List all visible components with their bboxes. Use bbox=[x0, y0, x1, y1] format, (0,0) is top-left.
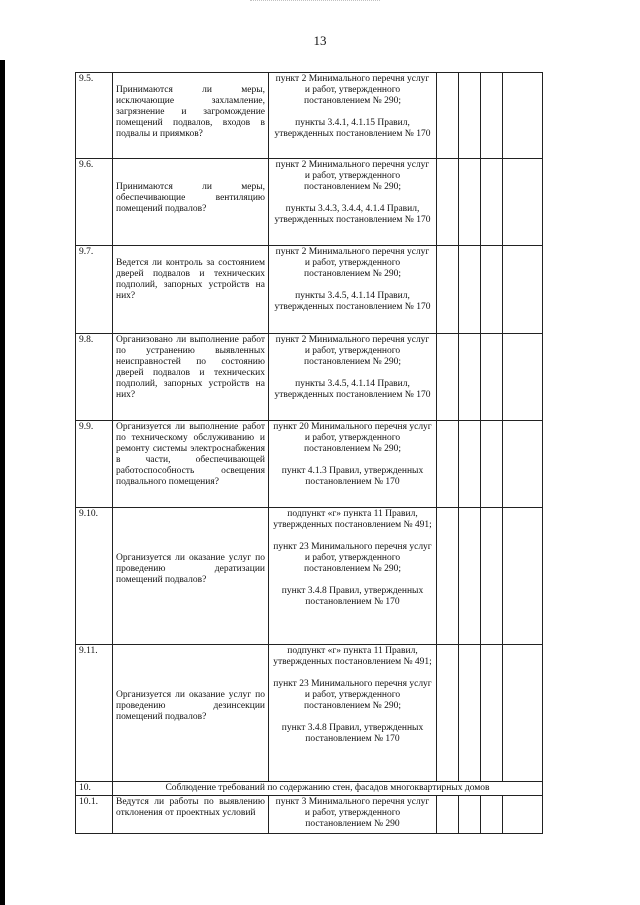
row-number: 9.6. bbox=[76, 159, 113, 246]
answer-cell-yes bbox=[437, 796, 459, 834]
table-row bbox=[76, 421, 543, 508]
answer-cell-no bbox=[459, 159, 481, 246]
row-number: 9.8. bbox=[76, 334, 113, 421]
table-row bbox=[76, 508, 543, 645]
reference-text: пункт 20 Минимального перечня услуг и работ, утвержденного постановлением № 290; bbox=[273, 422, 432, 454]
question-text: Организовано ли выполнение работ по устранению выявленных неисправностей по состоянию дверей подвалов и технических подполий, запорных устройств на них? bbox=[116, 335, 265, 400]
answer-cell-no bbox=[459, 421, 481, 508]
question-text: Ведется ли контроль за состоянием дверей подвалов и технических подполий, запорных устройств на них? bbox=[116, 258, 265, 301]
reference-text: пункты 3.4.3, 3.4.4, 4.1.4 Правил, утвержденных постановлением № 170 bbox=[274, 204, 431, 225]
table-row bbox=[76, 334, 543, 421]
note-cell bbox=[503, 159, 543, 246]
reference-text: пункт 2 Минимального перечня услуг и работ, утвержденного постановлением № 290; bbox=[275, 335, 430, 367]
reference-text: пункты 3.4.5, 4.1.14 Правил, утвержденных постановлением № 170 bbox=[274, 379, 431, 400]
answer-cell-yes bbox=[437, 421, 459, 508]
table-row bbox=[76, 645, 543, 782]
reference-text: пункт 2 Минимального перечня услуг и работ, утвержденного постановлением № 290; bbox=[275, 160, 430, 192]
note-cell bbox=[503, 421, 543, 508]
reference-text: пункт 3.4.8 Правил, утвержденных постановлением № 170 bbox=[281, 723, 424, 744]
reference-text: пункт 2 Минимального перечня услуг и работ, утвержденного постановлением № 290; bbox=[275, 74, 430, 106]
reference-text: пункт 3.4.8 Правил, утвержденных постановлением № 170 bbox=[281, 586, 424, 607]
table-row bbox=[76, 246, 543, 334]
note-cell bbox=[503, 796, 543, 834]
row-number: 9.7. bbox=[76, 246, 113, 334]
checklist-table bbox=[75, 72, 543, 834]
note-cell bbox=[503, 508, 543, 645]
note-cell bbox=[503, 334, 543, 421]
question-text: Принимаются ли меры, обеспечивающие вентиляцию помещений подвалов? bbox=[116, 182, 265, 214]
table-row bbox=[76, 159, 543, 246]
reference-text: подпункт «г» пункта 11 Правил, утвержденных постановлением № 491; bbox=[273, 509, 432, 530]
scan-smudge bbox=[250, 0, 380, 9]
answer-cell-no bbox=[459, 645, 481, 782]
question-text: Организуется ли оказание услуг по проведению дезинсекции помещений подвалов? bbox=[116, 690, 265, 722]
question-text: Организуется ли выполнение работ по техническому обслуживанию и ремонту системы электроснабжения в части, обеспечивающей работоспособность освещения подвального помещения? bbox=[116, 422, 265, 487]
page-number: 13 bbox=[313, 33, 327, 48]
row-number: 9.11. bbox=[76, 645, 113, 782]
question-text: Ведутся ли работы по выявлению отклонения от проектных условий bbox=[116, 797, 265, 818]
reference-text: пункт 23 Минимального перечня услуг и работ, утвержденного постановлением № 290; bbox=[273, 679, 432, 711]
answer-cell-no bbox=[459, 508, 481, 645]
row-number: 10.1. bbox=[76, 796, 113, 834]
section-row bbox=[76, 782, 543, 796]
answer-cell-yes bbox=[437, 246, 459, 334]
answer-cell-na bbox=[481, 246, 503, 334]
answer-cell-na bbox=[481, 796, 503, 834]
table-row bbox=[76, 796, 543, 834]
reference-text: подпункт «г» пункта 11 Правил, утвержденных постановлением № 491; bbox=[273, 646, 432, 667]
answer-cell-yes bbox=[437, 334, 459, 421]
answer-cell-na bbox=[481, 73, 503, 159]
answer-cell-no bbox=[459, 334, 481, 421]
answer-cell-no bbox=[459, 796, 481, 834]
scan-left-edge bbox=[0, 60, 5, 905]
reference-text: пункт 3 Минимального перечня услуг и работ, утвержденного постановлением № 290 bbox=[275, 797, 430, 829]
reference-text: пункт 23 Минимального перечня услуг и работ, утвержденного постановлением № 290; bbox=[273, 542, 432, 574]
answer-cell-yes bbox=[437, 73, 459, 159]
answer-cell-yes bbox=[437, 159, 459, 246]
reference-text: пункт 2 Минимального перечня услуг и работ, утвержденного постановлением № 290; bbox=[275, 247, 430, 279]
reference-text: пункты 3.4.5, 4.1.14 Правил, утвержденных постановлением № 170 bbox=[274, 291, 431, 312]
note-cell bbox=[503, 73, 543, 159]
section-number: 10. bbox=[76, 782, 113, 796]
row-number: 9.9. bbox=[76, 421, 113, 508]
row-number: 9.10. bbox=[76, 508, 113, 645]
note-cell bbox=[503, 645, 543, 782]
answer-cell-yes bbox=[437, 645, 459, 782]
question-text: Организуется ли оказание услуг по проведению дератизации помещений подвалов? bbox=[116, 553, 265, 585]
row-number: 9.5. bbox=[76, 73, 113, 159]
answer-cell-no bbox=[459, 246, 481, 334]
answer-cell-na bbox=[481, 421, 503, 508]
note-cell bbox=[503, 246, 543, 334]
answer-cell-no bbox=[459, 73, 481, 159]
reference-text: пункты 3.4.1, 4.1.15 Правил, утвержденных постановлением № 170 bbox=[274, 118, 431, 139]
answer-cell-na bbox=[481, 334, 503, 421]
answer-cell-na bbox=[481, 645, 503, 782]
table-row bbox=[76, 73, 543, 159]
answer-cell-na bbox=[481, 508, 503, 645]
answer-cell-yes bbox=[437, 508, 459, 645]
answer-cell-na bbox=[481, 159, 503, 246]
section-title: Соблюдение требований по содержанию стен, фасадов многоквартирных домов bbox=[113, 782, 543, 796]
question-text: Принимаются ли меры, исключающие захламление, загрязнение и загромождение помещений подвалов, входов в подвалы и приямков? bbox=[116, 85, 265, 139]
reference-text: пункт 4.1.3 Правил, утвержденных постановлением № 170 bbox=[281, 466, 424, 487]
